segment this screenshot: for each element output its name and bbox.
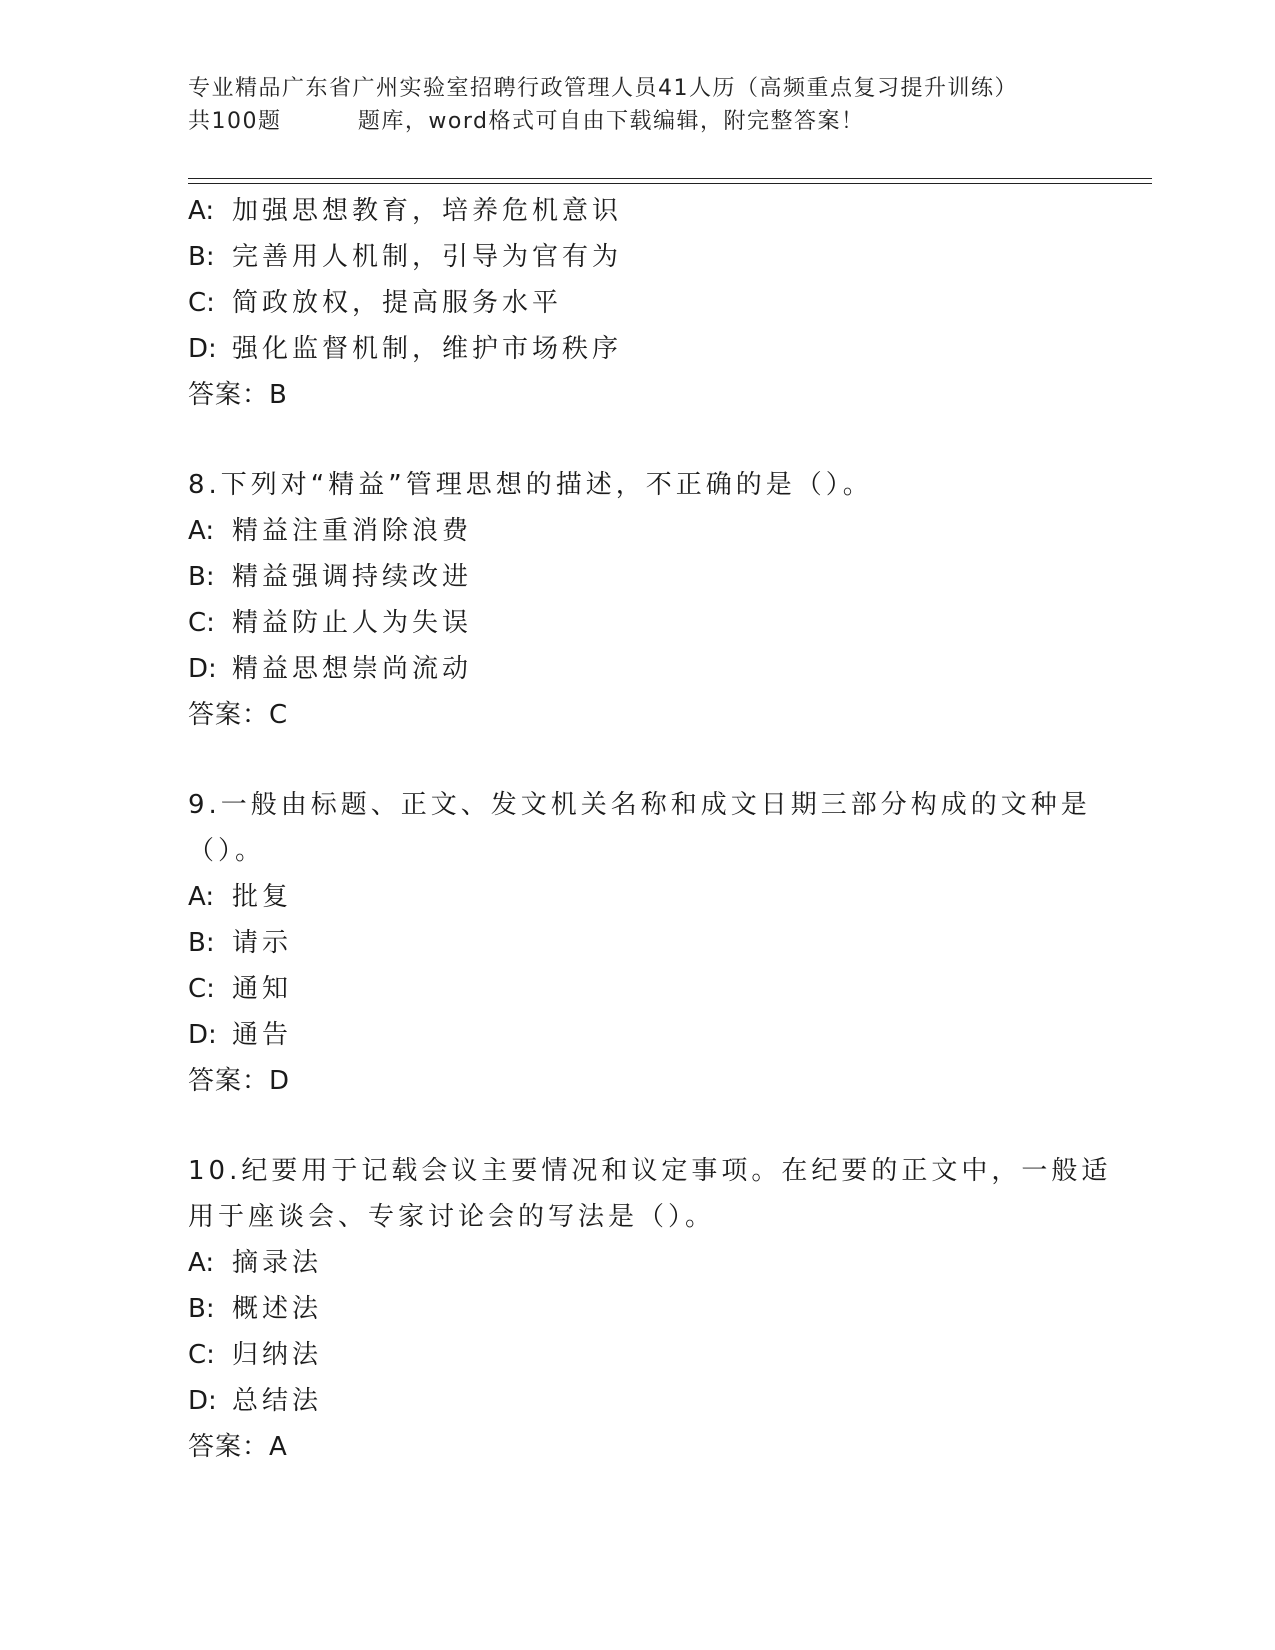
question-9-option-d <box>188 1012 1088 1058</box>
question-9-text-line-2: （）。 <box>188 836 266 866</box>
question-7-option-c <box>188 280 1088 326</box>
option-label: B: <box>188 562 215 592</box>
header-divider-bottom <box>188 183 1152 184</box>
question-9-option-a <box>188 874 1088 920</box>
option-text: 完善用人机制，引导为官有为 <box>232 242 623 272</box>
option-label: A: <box>188 882 215 912</box>
option-label: C: <box>188 974 215 1004</box>
option-label: D: <box>188 654 217 684</box>
question-7-option-b <box>188 234 1088 280</box>
question-8-text: 8.下列对“精益”管理思想的描述，不正确的是（）。 <box>188 470 873 500</box>
question-10-text-line-1: 10.纪要用于记载会议主要情况和议定事项。在纪要的正文中，一般适 <box>188 1156 1112 1186</box>
option-text: 精益注重消除浪费 <box>232 516 473 546</box>
header-title-line-1: 专业精品广东省广州实验室招聘行政管理人员41人历（高频重点复习提升训练） <box>188 76 1018 101</box>
option-label: D: <box>188 1020 217 1050</box>
question-8-option-d <box>188 646 1088 692</box>
question-9-option-b <box>188 920 1088 966</box>
question-8-option-a <box>188 508 1088 554</box>
header-title-line-2: 共100题 题库，word格式可自由下载编辑，附完整答案！ <box>188 109 865 134</box>
question-9-block <box>188 782 1091 1104</box>
question-9-answer: 答案：D <box>188 1066 291 1096</box>
option-label: B: <box>188 1294 215 1324</box>
option-label: C: <box>188 608 215 638</box>
question-10-option-c <box>188 1332 1088 1378</box>
question-10-option-d <box>188 1378 1088 1424</box>
option-text: 简政放权，提高服务水平 <box>232 288 563 318</box>
option-text: 摘录法 <box>232 1248 323 1278</box>
question-7-option-d <box>188 326 1088 372</box>
option-label: C: <box>188 288 215 318</box>
option-label: D: <box>188 334 217 364</box>
option-label: A: <box>188 1248 215 1278</box>
option-label: A: <box>188 516 215 546</box>
option-text: 加强思想教育，培养危机意识 <box>232 196 623 226</box>
option-label: C: <box>188 1340 215 1370</box>
option-text: 通知 <box>232 974 293 1004</box>
question-9-option-c <box>188 966 1088 1012</box>
option-text: 概述法 <box>232 1294 323 1324</box>
document-body <box>188 188 1112 1514</box>
option-text: 总结法 <box>232 1386 323 1416</box>
question-10-option-a <box>188 1240 1088 1286</box>
question-10-option-b <box>188 1286 1088 1332</box>
option-label: B: <box>188 928 215 958</box>
option-text: 归纳法 <box>232 1340 323 1370</box>
question-8-option-c <box>188 600 1088 646</box>
option-label: A: <box>188 196 215 226</box>
header-divider-top <box>188 178 1152 179</box>
question-8-option-b <box>188 554 1088 600</box>
question-8-answer: 答案：C <box>188 700 289 730</box>
question-7-option-a <box>188 188 1088 234</box>
question-7-block <box>188 188 1088 418</box>
option-text: 精益防止人为失误 <box>232 608 473 638</box>
question-9-text-line-1: 9.一般由标题、正文、发文机关名称和成文日期三部分构成的文种是 <box>188 790 1091 820</box>
question-10-text-line-2: 用于座谈会、专家讨论会的写法是（）。 <box>188 1202 716 1232</box>
option-text: 通告 <box>232 1020 293 1050</box>
question-10-block <box>188 1148 1112 1470</box>
option-label: B: <box>188 242 215 272</box>
option-text: 批复 <box>232 882 293 912</box>
option-text: 精益强调持续改进 <box>232 562 473 592</box>
question-8-block <box>188 462 1088 738</box>
question-7-answer: 答案：B <box>188 380 288 410</box>
option-text: 强化监督机制，维护市场秩序 <box>232 334 623 364</box>
question-10-answer: 答案：A <box>188 1432 288 1462</box>
option-text: 精益思想崇尚流动 <box>232 654 473 684</box>
option-label: D: <box>188 1386 217 1416</box>
document-header <box>188 72 1088 138</box>
option-text: 请示 <box>232 928 293 958</box>
